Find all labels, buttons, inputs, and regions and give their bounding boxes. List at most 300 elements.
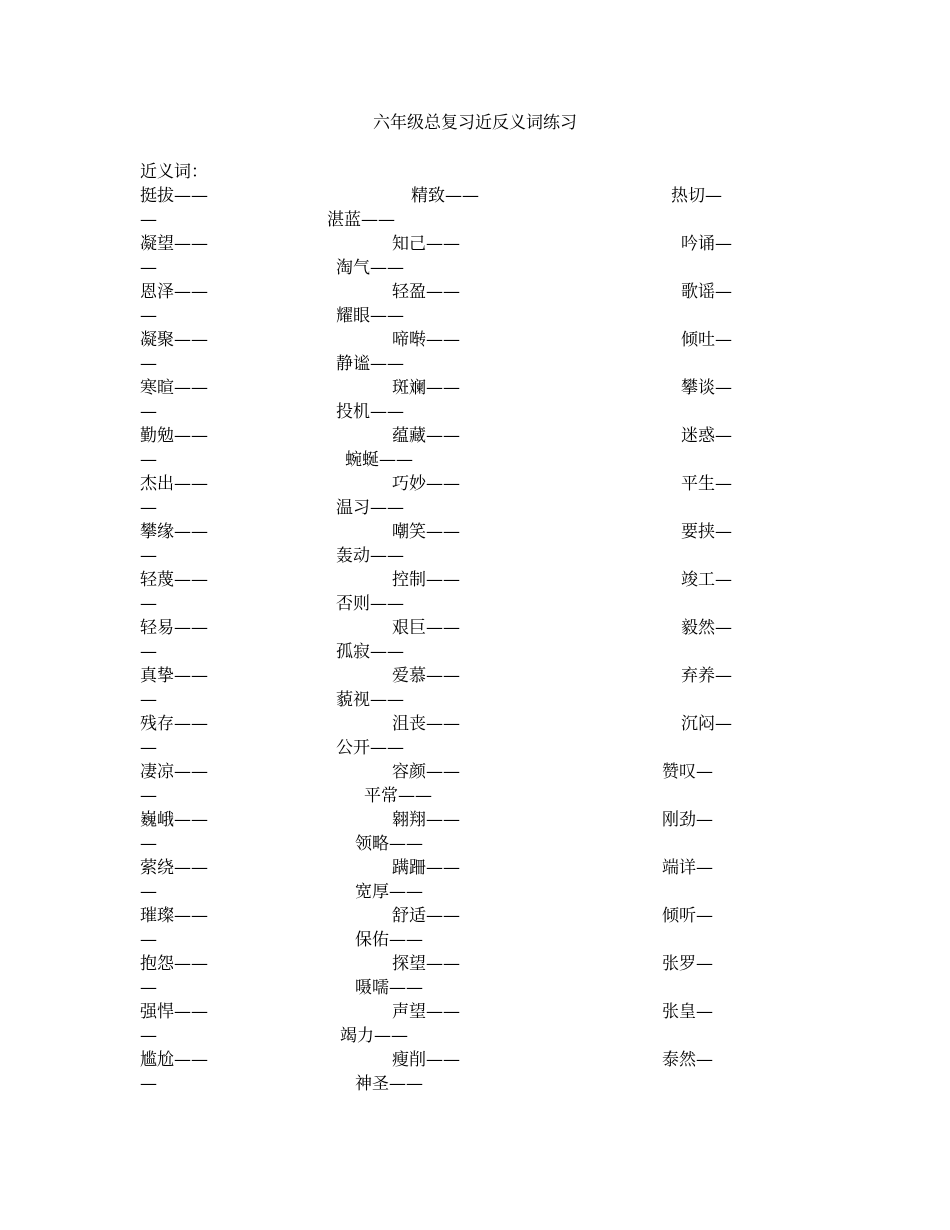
synonym-word: 张罗: [662, 954, 696, 974]
wrapped-dash: —: [140, 690, 157, 710]
document-title: 六年级总复习近反义词练习: [373, 113, 577, 133]
row-line: [140, 232, 780, 256]
wrapped-dash: —: [140, 546, 157, 566]
word-entry-col4: [336, 640, 404, 664]
row-line: [140, 616, 780, 640]
answer-blank: ——: [174, 378, 208, 398]
synonym-word: 歌谣: [681, 282, 715, 302]
answer-blank: —: [696, 954, 713, 974]
synonym-word: 否则: [336, 594, 370, 614]
wrapped-dash: —: [140, 930, 157, 950]
answer-blank: ——: [426, 714, 460, 734]
answer-blank: —: [715, 666, 732, 686]
answer-blank: ——: [370, 402, 404, 422]
row-line: [140, 664, 780, 688]
wrapped-dash: —: [140, 258, 157, 278]
synonym-word: 残存: [140, 714, 174, 734]
synonym-word: 爱慕: [392, 666, 426, 686]
synonym-list: [140, 184, 780, 1096]
row-line-wrapped: [140, 832, 780, 856]
word-entry-col1: [140, 1048, 208, 1072]
answer-blank: ——: [174, 714, 208, 734]
word-entry-col2: [392, 808, 460, 832]
row-line-wrapped: [140, 256, 780, 280]
synonym-word: 知己: [392, 234, 426, 254]
answer-blank: ——: [174, 810, 208, 830]
word-entry-col1: [140, 520, 208, 544]
word-entry-col3: [681, 472, 732, 496]
row-line: [140, 424, 780, 448]
word-entry-col2: [392, 1048, 460, 1072]
synonym-word: 竣工: [681, 570, 715, 590]
synonym-word: 舒适: [392, 906, 426, 926]
answer-blank: —: [696, 810, 713, 830]
wrapped-dash: —: [140, 498, 157, 518]
wrapped-dash: —: [140, 594, 157, 614]
synonym-word: 温习: [336, 498, 370, 518]
wrapped-dash: —: [140, 210, 157, 230]
row-line-wrapped: [140, 688, 780, 712]
answer-blank: —: [715, 330, 732, 350]
word-entry-col4: [345, 448, 413, 472]
answer-blank: ——: [426, 426, 460, 446]
row-line-wrapped: [140, 784, 780, 808]
word-entry-col2: [392, 568, 460, 592]
word-entry-col2: [392, 712, 460, 736]
wrapped-dash: —: [140, 834, 157, 854]
row-line-wrapped: [140, 304, 780, 328]
synonym-word: 蕴藏: [392, 426, 426, 446]
answer-blank: —: [705, 186, 722, 206]
row-line-wrapped: [140, 1072, 780, 1096]
word-entry-col4: [336, 496, 404, 520]
word-entry-col1: [140, 424, 208, 448]
synonym-word: 凄凉: [140, 762, 174, 782]
synonym-word: 凝聚: [140, 330, 174, 350]
answer-blank: ——: [174, 954, 208, 974]
synonym-word: 泰然: [662, 1050, 696, 1070]
synonym-word: 巍峨: [140, 810, 174, 830]
word-entry-col1: [140, 712, 208, 736]
row-line-wrapped: [140, 640, 780, 664]
answer-blank: ——: [370, 306, 404, 326]
answer-blank: —: [696, 762, 713, 782]
row-line-wrapped: [140, 880, 780, 904]
synonym-row: [140, 712, 780, 760]
answer-blank: —: [715, 474, 732, 494]
synonym-row: [140, 856, 780, 904]
synonym-word: 轻易: [140, 618, 174, 638]
row-line: [140, 184, 780, 208]
word-entry-col3: [681, 232, 732, 256]
row-line: [140, 328, 780, 352]
synonym-word: 啼啭: [392, 330, 426, 350]
row-line-wrapped: [140, 544, 780, 568]
word-entry-col3: [681, 424, 732, 448]
answer-blank: ——: [426, 330, 460, 350]
row-line: [140, 760, 780, 784]
synonym-word: 孤寂: [336, 642, 370, 662]
row-line-wrapped: [140, 736, 780, 760]
synonym-word: 沉闷: [681, 714, 715, 734]
word-entry-col4: [336, 256, 404, 280]
answer-blank: ——: [426, 666, 460, 686]
answer-blank: ——: [174, 234, 208, 254]
answer-blank: —: [696, 1002, 713, 1022]
synonym-row: [140, 424, 780, 472]
word-entry-col4: [336, 352, 404, 376]
synonym-word: 张皇: [662, 1002, 696, 1022]
wrapped-dash: —: [140, 306, 157, 326]
row-line: [140, 904, 780, 928]
wrapped-dash: —: [140, 882, 157, 902]
synonym-word: 恩泽: [140, 282, 174, 302]
answer-blank: ——: [426, 522, 460, 542]
synonym-row: [140, 1048, 780, 1096]
answer-blank: ——: [426, 378, 460, 398]
answer-blank: ——: [370, 594, 404, 614]
word-entry-col1: [140, 184, 208, 208]
answer-blank: ——: [389, 978, 423, 998]
row-line-wrapped: [140, 448, 780, 472]
answer-blank: ——: [426, 474, 460, 494]
word-entry-col2: [392, 1000, 460, 1024]
row-line: [140, 952, 780, 976]
synonym-word: 探望: [392, 954, 426, 974]
word-entry-col1: [140, 760, 208, 784]
answer-blank: ——: [426, 906, 460, 926]
synonym-word: 倾听: [662, 906, 696, 926]
word-entry-col4: [336, 688, 404, 712]
synonym-word: 巧妙: [392, 474, 426, 494]
answer-blank: —: [696, 906, 713, 926]
answer-blank: ——: [389, 1074, 423, 1094]
row-line-wrapped: [140, 400, 780, 424]
synonym-row: [140, 664, 780, 712]
answer-blank: ——: [174, 1002, 208, 1022]
word-entry-col4: [340, 1024, 408, 1048]
answer-blank: ——: [389, 834, 423, 854]
answer-blank: ——: [426, 234, 460, 254]
synonym-word: 平常: [364, 786, 398, 806]
word-entry-col4: [336, 304, 404, 328]
word-entry-col3: [662, 856, 713, 880]
synonym-word: 保佑: [355, 930, 389, 950]
wrapped-dash: —: [140, 738, 157, 758]
wrapped-dash: —: [140, 1074, 157, 1094]
word-entry-col3: [662, 904, 713, 928]
synonym-word: 控制: [392, 570, 426, 590]
word-entry-col4: [355, 928, 423, 952]
word-entry-col1: [140, 952, 208, 976]
answer-blank: ——: [174, 618, 208, 638]
row-line: [140, 856, 780, 880]
synonym-row: [140, 232, 780, 280]
synonym-word: 耀眼: [336, 306, 370, 326]
answer-blank: ——: [174, 1050, 208, 1070]
word-entry-col2: [392, 376, 460, 400]
answer-blank: ——: [174, 762, 208, 782]
answer-blank: ——: [174, 474, 208, 494]
answer-blank: —: [696, 858, 713, 878]
word-entry-col2: [392, 664, 460, 688]
answer-blank: —: [715, 426, 732, 446]
row-line: [140, 376, 780, 400]
wrapped-dash: —: [140, 786, 157, 806]
word-entry-col4: [336, 544, 404, 568]
synonym-word: 璀璨: [140, 906, 174, 926]
word-entry-col2: [392, 760, 460, 784]
word-entry-col1: [140, 376, 208, 400]
synonym-word: 倾吐: [681, 330, 715, 350]
synonym-word: 淘气: [336, 258, 370, 278]
row-line-wrapped: [140, 592, 780, 616]
word-entry-col3: [681, 520, 732, 544]
answer-blank: ——: [174, 282, 208, 302]
synonym-word: 端详: [662, 858, 696, 878]
row-line-wrapped: [140, 976, 780, 1000]
synonym-word: 挺拔: [140, 186, 174, 206]
word-entry-col2: [411, 184, 479, 208]
synonym-word: 攀缘: [140, 522, 174, 542]
synonym-word: 刚劲: [662, 810, 696, 830]
synonym-word: 翱翔: [392, 810, 426, 830]
word-entry-col3: [671, 184, 722, 208]
answer-blank: ——: [445, 186, 479, 206]
row-line-wrapped: [140, 928, 780, 952]
word-entry-col1: [140, 280, 208, 304]
word-entry-col1: [140, 472, 208, 496]
word-entry-col3: [662, 760, 713, 784]
synonym-word: 投机: [336, 402, 370, 422]
word-entry-col3: [681, 376, 732, 400]
synonym-row: [140, 952, 780, 1000]
answer-blank: ——: [370, 690, 404, 710]
word-entry-col3: [681, 712, 732, 736]
synonym-word: 蜿蜒: [345, 450, 379, 470]
word-entry-col4: [336, 592, 404, 616]
word-entry-col3: [681, 664, 732, 688]
word-entry-col1: [140, 328, 208, 352]
synonym-word: 尴尬: [140, 1050, 174, 1070]
row-line-wrapped: [140, 496, 780, 520]
word-entry-col1: [140, 856, 208, 880]
row-line: [140, 472, 780, 496]
answer-blank: ——: [370, 738, 404, 758]
row-line: [140, 568, 780, 592]
synonym-word: 攀谈: [681, 378, 715, 398]
answer-blank: —: [715, 618, 732, 638]
word-entry-col4: [355, 1072, 423, 1096]
synonym-row: [140, 616, 780, 664]
word-entry-col4: [355, 832, 423, 856]
answer-blank: ——: [379, 450, 413, 470]
synonym-word: 凝望: [140, 234, 174, 254]
word-entry-col2: [392, 424, 460, 448]
row-line-wrapped: [140, 208, 780, 232]
synonym-word: 杰出: [140, 474, 174, 494]
answer-blank: ——: [389, 930, 423, 950]
word-entry-col4: [336, 736, 404, 760]
answer-blank: ——: [426, 282, 460, 302]
word-entry-col2: [392, 472, 460, 496]
word-entry-col3: [681, 328, 732, 352]
synonym-word: 萦绕: [140, 858, 174, 878]
row-line: [140, 280, 780, 304]
answer-blank: —: [715, 234, 732, 254]
synonym-word: 真挚: [140, 666, 174, 686]
synonym-word: 毅然: [681, 618, 715, 638]
answer-blank: —: [696, 1050, 713, 1070]
synonym-word: 神圣: [355, 1074, 389, 1094]
row-line: [140, 712, 780, 736]
word-entry-col4: [355, 976, 423, 1000]
word-entry-col2: [392, 616, 460, 640]
answer-blank: ——: [174, 426, 208, 446]
word-entry-col3: [662, 1048, 713, 1072]
synonym-word: 弃养: [681, 666, 715, 686]
synonym-row: [140, 328, 780, 376]
answer-blank: ——: [370, 354, 404, 374]
answer-blank: ——: [174, 570, 208, 590]
answer-blank: ——: [426, 762, 460, 782]
answer-blank: ——: [398, 786, 432, 806]
word-entry-col1: [140, 904, 208, 928]
synonym-row: [140, 1000, 780, 1048]
word-entry-col3: [681, 568, 732, 592]
answer-blank: ——: [174, 906, 208, 926]
row-line: [140, 808, 780, 832]
synonym-word: 迷惑: [681, 426, 715, 446]
synonym-word: 斑斓: [392, 378, 426, 398]
synonym-word: 容颜: [392, 762, 426, 782]
synonym-row: [140, 808, 780, 856]
synonym-row: [140, 568, 780, 616]
word-entry-col2: [392, 520, 460, 544]
answer-blank: ——: [370, 498, 404, 518]
synonym-row: [140, 280, 780, 328]
wrapped-dash: —: [140, 978, 157, 998]
answer-blank: ——: [174, 522, 208, 542]
word-entry-col3: [681, 280, 732, 304]
word-entry-col4: [336, 400, 404, 424]
synonym-word: 热切: [671, 186, 705, 206]
synonym-word: 藐视: [336, 690, 370, 710]
wrapped-dash: —: [140, 642, 157, 662]
synonym-word: 勤勉: [140, 426, 174, 446]
answer-blank: ——: [426, 570, 460, 590]
row-line: [140, 520, 780, 544]
synonym-word: 轻盈: [392, 282, 426, 302]
synonym-word: 要挟: [681, 522, 715, 542]
word-entry-col4: [327, 208, 395, 232]
synonym-word: 平生: [681, 474, 715, 494]
word-entry-col3: [662, 952, 713, 976]
synonym-row: [140, 760, 780, 808]
synonym-word: 强悍: [140, 1002, 174, 1022]
section-label-synonyms: 近义词：: [140, 162, 208, 182]
synonym-row: [140, 472, 780, 520]
synonym-row: [140, 904, 780, 952]
answer-blank: ——: [426, 858, 460, 878]
row-line-wrapped: [140, 1024, 780, 1048]
row-line: [140, 1048, 780, 1072]
answer-blank: ——: [374, 1026, 408, 1046]
answer-blank: —: [715, 570, 732, 590]
synonym-word: 抱怨: [140, 954, 174, 974]
synonym-word: 赞叹: [662, 762, 696, 782]
synonym-word: 艰巨: [392, 618, 426, 638]
synonym-word: 嗫嚅: [355, 978, 389, 998]
answer-blank: ——: [389, 882, 423, 902]
word-entry-col1: [140, 1000, 208, 1024]
answer-blank: ——: [426, 810, 460, 830]
answer-blank: ——: [174, 666, 208, 686]
answer-blank: ——: [174, 330, 208, 350]
answer-blank: ——: [426, 1050, 460, 1070]
synonym-word: 竭力: [340, 1026, 374, 1046]
answer-blank: ——: [370, 642, 404, 662]
synonym-word: 湛蓝: [327, 210, 361, 230]
answer-blank: ——: [426, 954, 460, 974]
word-entry-col4: [355, 880, 423, 904]
answer-blank: ——: [370, 546, 404, 566]
word-entry-col1: [140, 664, 208, 688]
word-entry-col2: [392, 952, 460, 976]
synonym-word: 领略: [355, 834, 389, 854]
answer-blank: ——: [426, 618, 460, 638]
synonym-word: 沮丧: [392, 714, 426, 734]
word-entry-col2: [392, 328, 460, 352]
row-line-wrapped: [140, 352, 780, 376]
answer-blank: ——: [174, 858, 208, 878]
answer-blank: ——: [174, 186, 208, 206]
wrapped-dash: —: [140, 354, 157, 374]
word-entry-col3: [662, 808, 713, 832]
answer-blank: ——: [426, 1002, 460, 1022]
synonym-word: 轻蔑: [140, 570, 174, 590]
synonym-row: [140, 376, 780, 424]
synonym-word: 蹒跚: [392, 858, 426, 878]
word-entry-col1: [140, 232, 208, 256]
synonym-word: 轰动: [336, 546, 370, 566]
word-entry-col4: [364, 784, 432, 808]
synonym-row: [140, 184, 780, 232]
word-entry-col2: [392, 280, 460, 304]
wrapped-dash: —: [140, 402, 157, 422]
synonym-word: 宽厚: [355, 882, 389, 902]
synonym-row: [140, 520, 780, 568]
word-entry-col2: [392, 904, 460, 928]
word-entry-col1: [140, 808, 208, 832]
answer-blank: ——: [361, 210, 395, 230]
synonym-word: 瘦削: [392, 1050, 426, 1070]
wrapped-dash: —: [140, 1026, 157, 1046]
word-entry-col2: [392, 856, 460, 880]
synonym-word: 静谧: [336, 354, 370, 374]
answer-blank: —: [715, 714, 732, 734]
synonym-word: 声望: [392, 1002, 426, 1022]
word-entry-col3: [681, 616, 732, 640]
synonym-word: 公开: [336, 738, 370, 758]
answer-blank: ——: [370, 258, 404, 278]
word-entry-col1: [140, 616, 208, 640]
word-entry-col3: [662, 1000, 713, 1024]
wrapped-dash: —: [140, 450, 157, 470]
answer-blank: —: [715, 378, 732, 398]
synonym-word: 寒暄: [140, 378, 174, 398]
word-entry-col2: [392, 232, 460, 256]
